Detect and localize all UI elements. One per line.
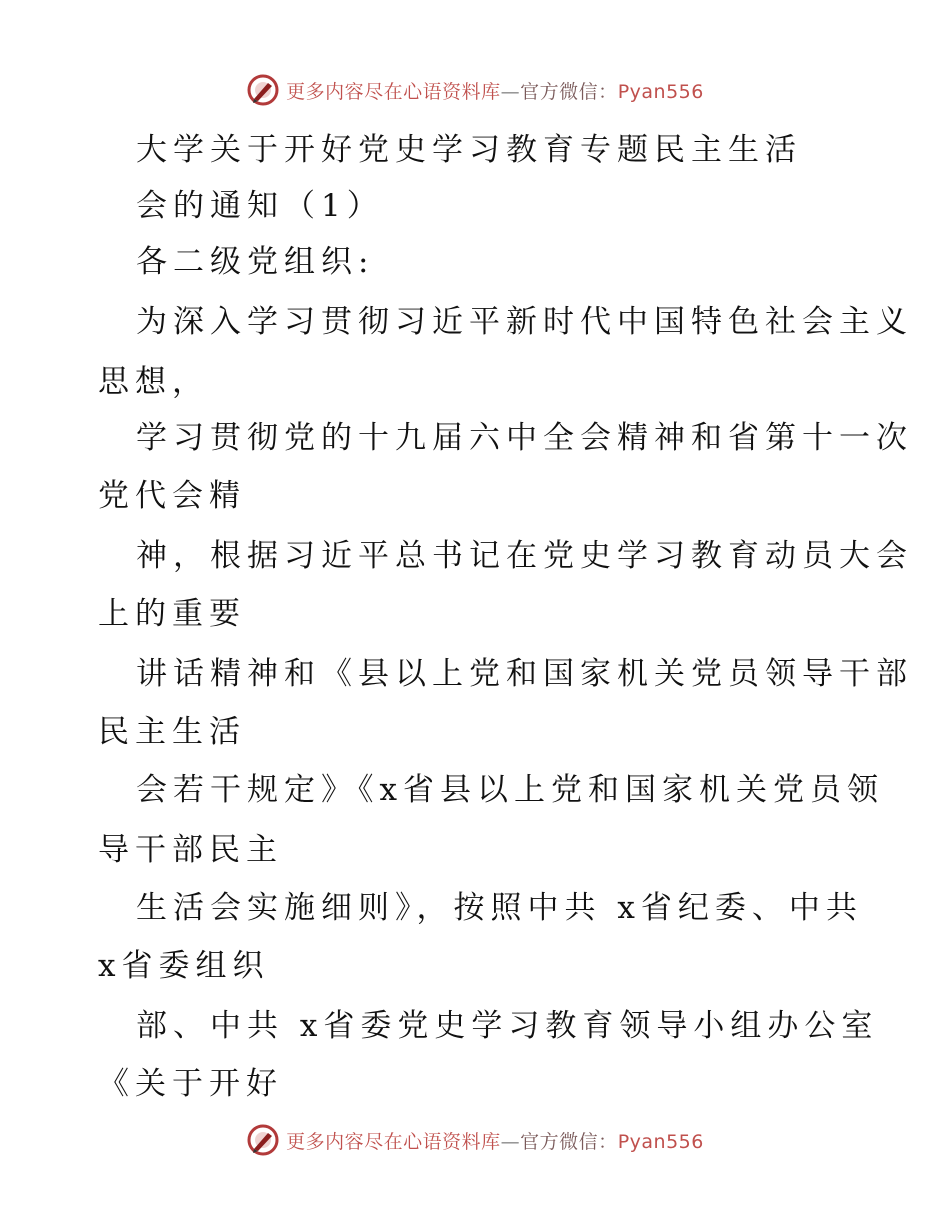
watermark-main: 更多内容尽在心语资料库 <box>286 1130 501 1153</box>
doc-paragraph-line: 民主生活 <box>98 714 246 750</box>
doc-paragraph-line: 生活会实施细则》，按照中共 x省纪委、中共 <box>136 890 863 926</box>
doc-paragraph-line: 会若干规定》《x省县以上党和国家机关党员领 <box>136 772 884 808</box>
watermark-wechat-label: 官方微信： <box>520 1130 618 1153</box>
doc-paragraph-line: 思想， <box>98 364 209 400</box>
watermark-account: Pyan556 <box>617 80 704 103</box>
header-watermark <box>0 70 950 110</box>
doc-paragraph-line: 为深入学习贯彻习近平新时代中国特色社会主义 <box>136 304 913 340</box>
doc-paragraph-line: 神，根据习近平总书记在党史学习教育动员大会 <box>136 538 913 574</box>
watermark-main: 更多内容尽在心语资料库 <box>286 80 501 103</box>
doc-paragraph-line: 《关于开好 <box>98 1066 283 1102</box>
footer-watermark <box>0 1120 950 1160</box>
watermark-dash: — <box>500 80 521 103</box>
doc-paragraph-line: 讲话精神和《县以上党和国家机关党员领导干部 <box>136 656 913 692</box>
watermark-wechat-label: 官方微信： <box>520 80 618 103</box>
doc-paragraph-line: 学习贯彻党的十九届六中全会精神和省第十一次 <box>136 420 913 456</box>
pen-logo-icon <box>246 1123 280 1157</box>
pen-logo-icon <box>246 73 280 107</box>
watermark-text <box>286 1127 704 1154</box>
watermark-account: Pyan556 <box>617 1130 704 1153</box>
doc-title-line-1: 大学关于开好党史学习教育专题民主生活 <box>136 132 802 168</box>
doc-paragraph-line: 上的重要 <box>98 596 246 632</box>
doc-paragraph-line: 党代会精 <box>98 478 246 514</box>
watermark-text <box>286 77 704 104</box>
doc-salutation: 各二级党组织: <box>136 244 375 280</box>
doc-paragraph-line: x省委组织 <box>98 948 270 984</box>
doc-paragraph-line: 导干部民主 <box>98 832 283 868</box>
doc-title-line-2: 会的通知（1） <box>136 188 384 224</box>
watermark-dash: — <box>500 1130 521 1153</box>
doc-paragraph-line: 部、中共 x省委党史学习教育领导小组办公室 <box>136 1008 879 1044</box>
